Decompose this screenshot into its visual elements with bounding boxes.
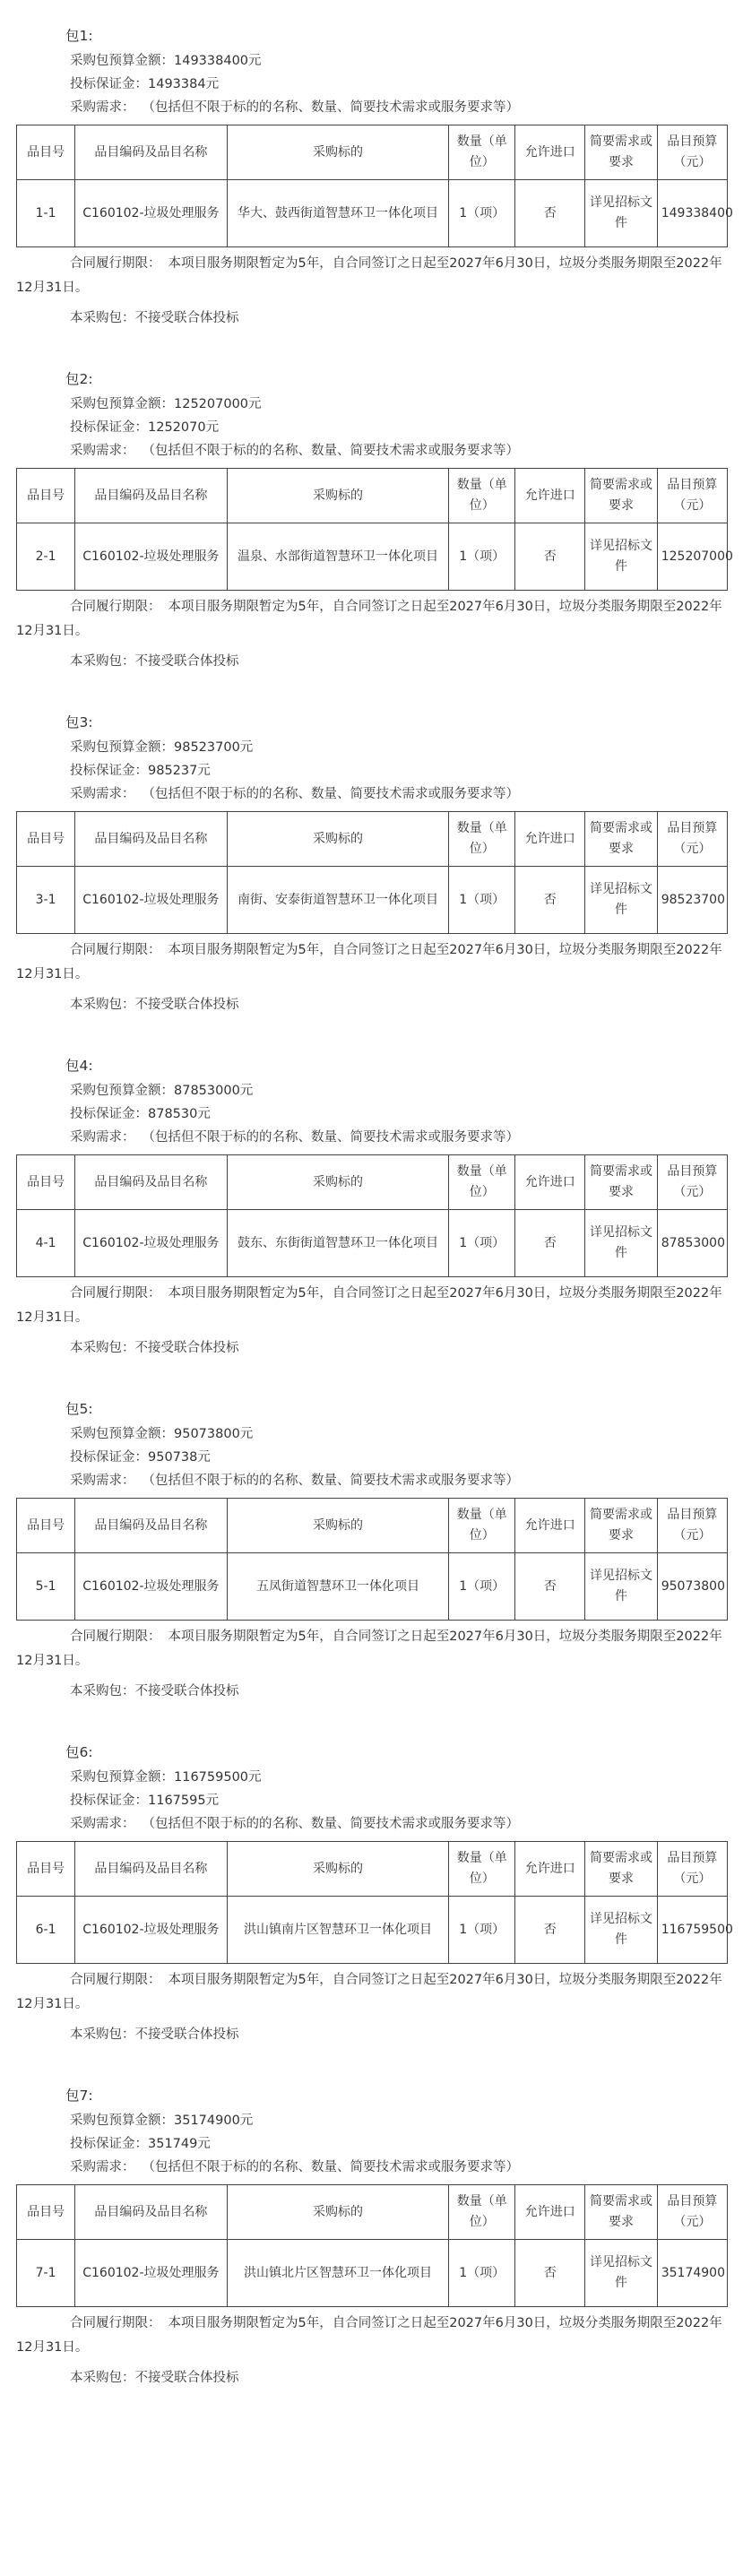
deposit-value: 1493384元: [148, 77, 220, 91]
contract-term-label: 合同履行期限：: [70, 1286, 161, 1301]
contract-term-text: 本项目服务期限暂定为5年，自合同签订之日起至2027年6月30日，垃圾分类服务期限至2022年12月31日。: [16, 600, 722, 638]
cell-subject: 温泉、水部街道智慧环卫一体化项目: [227, 523, 449, 591]
deposit-line: [0, 416, 743, 439]
no-joint-bid-note: 本采购包：不接受联合体投标: [70, 2027, 239, 2042]
header-import: 允许进口: [515, 1155, 585, 1210]
contract-term-label: 合同履行期限：: [70, 2316, 161, 2330]
deposit-line: [0, 1789, 743, 1812]
cell-item-no: 6-1: [17, 1897, 75, 1964]
header-quantity: 数量（单位）: [449, 1155, 515, 1210]
header-code-name: 品目编码及品目名称: [75, 812, 227, 867]
requirement-line: [0, 1812, 743, 1836]
header-budget: 品目预算（元）: [657, 1842, 727, 1897]
cell-requirements: 详见招标文件: [585, 1553, 657, 1621]
table-row: [17, 1210, 728, 1277]
cell-subject: 五凤街道智慧环卫一体化项目: [227, 1553, 449, 1621]
header-requirements: 简要需求或要求: [585, 812, 657, 867]
header-import: 允许进口: [515, 812, 585, 867]
contract-term-text: 本项目服务期限暂定为5年，自合同签订之日起至2027年6月30日，垃圾分类服务期限至2022年12月31日。: [16, 1629, 722, 1668]
procurement-package: [0, 710, 743, 1017]
budget-label: 采购包预算金额：: [70, 2114, 174, 2128]
cell-subject: 洪山镇南片区智慧环卫一体化项目: [227, 1897, 449, 1964]
requirement-note: （包括但不限于标的的名称、数量、简要技术需求或服务要求等）: [142, 1474, 519, 1488]
cell-import: 否: [515, 180, 585, 247]
requirement-note: （包括但不限于标的的名称、数量、简要技术需求或服务要求等）: [142, 1817, 519, 1831]
cell-budget: 87853000: [657, 1210, 727, 1277]
budget-value: 125207000元: [174, 397, 262, 411]
budget-label: 采购包预算金额：: [70, 740, 174, 755]
cell-code-name: C160102-垃圾处理服务: [75, 1897, 227, 1964]
cell-item-no: 7-1: [17, 2240, 75, 2307]
cell-subject: 南街、安泰街道智慧环卫一体化项目: [227, 867, 449, 934]
cell-code-name: C160102-垃圾处理服务: [75, 523, 227, 591]
deposit-line: [0, 1446, 743, 1469]
header-import: 允许进口: [515, 1499, 585, 1553]
header-item-no: 品目号: [17, 125, 75, 180]
header-quantity: 数量（单位）: [449, 812, 515, 867]
header-budget: 品目预算（元）: [657, 125, 727, 180]
requirement-note: （包括但不限于标的的名称、数量、简要技术需求或服务要求等）: [142, 444, 519, 458]
header-item-no: 品目号: [17, 812, 75, 867]
contract-term-text: 本项目服务期限暂定为5年，自合同签订之日起至2027年6月30日，垃圾分类服务期限至2022年12月31日。: [16, 2316, 722, 2355]
table-header-row: [17, 1499, 728, 1553]
table-row: [17, 2240, 728, 2307]
package-items-table: [16, 125, 733, 247]
requirement-label: 采购需求：: [70, 1817, 135, 1831]
no-joint-bid-note: 本采购包：不接受联合体投标: [70, 654, 239, 669]
budget-value: 87853000元: [174, 1084, 254, 1098]
deposit-line: [0, 759, 743, 782]
cell-item-no: 2-1: [17, 523, 75, 591]
header-budget: 品目预算（元）: [657, 469, 727, 523]
table-row: [17, 1553, 728, 1621]
no-joint-bid-note: 本采购包：不接受联合体投标: [70, 311, 239, 325]
deposit-label: 投标保证金：: [70, 1107, 148, 1121]
package-title: 包5:: [65, 1401, 93, 1417]
package-items-table: [16, 1154, 728, 1277]
requirement-line: [0, 1469, 743, 1492]
table-row: [17, 867, 728, 934]
package-budget-line: [0, 1079, 743, 1102]
contract-term-note: [0, 1282, 743, 1330]
package-title: 包1:: [65, 28, 93, 44]
table-header-row: [17, 1155, 728, 1210]
header-item-no: 品目号: [17, 1155, 75, 1210]
header-code-name: 品目编码及品目名称: [75, 1499, 227, 1553]
package-budget-line: [0, 1766, 743, 1789]
header-requirements: 简要需求或要求: [585, 469, 657, 523]
cell-quantity: 1（项）: [449, 1553, 515, 1621]
header-requirements: 简要需求或要求: [585, 1155, 657, 1210]
package-items-table: [16, 2184, 728, 2307]
package-budget-line: [0, 2109, 743, 2132]
cell-quantity: 1（项）: [449, 180, 515, 247]
requirement-label: 采购需求：: [70, 444, 135, 458]
contract-term-note: [0, 252, 743, 300]
deposit-label: 投标保证金：: [70, 1794, 148, 1808]
procurement-package: [0, 1053, 743, 1361]
budget-value: 95073800元: [174, 1427, 254, 1441]
header-budget: 品目预算（元）: [657, 1499, 727, 1553]
contract-term-label: 合同履行期限：: [70, 256, 161, 271]
header-item-no: 品目号: [17, 1499, 75, 1553]
header-item-no: 品目号: [17, 2185, 75, 2240]
no-joint-bid-note: 本采购包：不接受联合体投标: [70, 1341, 239, 1355]
header-code-name: 品目编码及品目名称: [75, 1155, 227, 1210]
header-quantity: 数量（单位）: [449, 469, 515, 523]
header-subject: 采购标的: [227, 1499, 449, 1553]
contract-term-note: [0, 595, 743, 644]
deposit-value: 878530元: [148, 1107, 211, 1121]
header-requirements: 简要需求或要求: [585, 125, 657, 180]
cell-requirements: 详见招标文件: [585, 2240, 657, 2307]
cell-code-name: C160102-垃圾处理服务: [75, 1210, 227, 1277]
header-budget: 品目预算（元）: [657, 812, 727, 867]
cell-budget: 125207000: [657, 523, 727, 591]
contract-term-label: 合同履行期限：: [70, 1973, 161, 1987]
header-code-name: 品目编码及品目名称: [75, 125, 227, 180]
contract-term-note: [0, 2312, 743, 2360]
cell-quantity: 1（项）: [449, 523, 515, 591]
cell-subject: 华大、鼓西街道智慧环卫一体化项目: [227, 180, 449, 247]
package-budget-line: [0, 49, 743, 73]
deposit-value: 950738元: [148, 1450, 211, 1465]
budget-value: 98523700元: [174, 740, 254, 755]
header-quantity: 数量（单位）: [449, 2185, 515, 2240]
deposit-label: 投标保证金：: [70, 77, 148, 91]
cell-item-no: 4-1: [17, 1210, 75, 1277]
contract-term-note: [0, 938, 743, 987]
package-budget-line: [0, 393, 743, 416]
requirement-note: （包括但不限于标的的名称、数量、简要技术需求或服务要求等）: [142, 100, 519, 115]
deposit-line: [0, 73, 743, 96]
cell-requirements: 详见招标文件: [585, 523, 657, 591]
package-items-table: [16, 811, 728, 934]
header-quantity: 数量（单位）: [449, 125, 515, 180]
budget-label: 采购包预算金额：: [70, 397, 174, 411]
requirement-label: 采购需求：: [70, 100, 135, 115]
cell-code-name: C160102-垃圾处理服务: [75, 2240, 227, 2307]
cell-code-name: C160102-垃圾处理服务: [75, 1553, 227, 1621]
header-quantity: 数量（单位）: [449, 1499, 515, 1553]
header-code-name: 品目编码及品目名称: [75, 1842, 227, 1897]
contract-term-text: 本项目服务期限暂定为5年，自合同签订之日起至2027年6月30日，垃圾分类服务期限至2022年12月31日。: [16, 1973, 722, 2011]
cell-requirements: 详见招标文件: [585, 867, 657, 934]
cell-item-no: 3-1: [17, 867, 75, 934]
header-item-no: 品目号: [17, 1842, 75, 1897]
requirement-label: 采购需求：: [70, 1130, 135, 1145]
budget-value: 35174900元: [174, 2114, 254, 2128]
header-import: 允许进口: [515, 1842, 585, 1897]
cell-import: 否: [515, 1553, 585, 1621]
contract-term-note: [0, 1968, 743, 2017]
cell-item-no: 5-1: [17, 1553, 75, 1621]
header-code-name: 品目编码及品目名称: [75, 469, 227, 523]
deposit-label: 投标保证金：: [70, 2137, 148, 2151]
header-subject: 采购标的: [227, 1842, 449, 1897]
deposit-value: 351749元: [148, 2137, 211, 2151]
cell-quantity: 1（项）: [449, 1897, 515, 1964]
budget-label: 采购包预算金额：: [70, 1084, 174, 1098]
cell-import: 否: [515, 867, 585, 934]
procurement-package: [0, 2083, 743, 2390]
budget-value: 116759500元: [174, 1770, 262, 1785]
requirement-line: [0, 439, 743, 462]
package-title: 包3:: [65, 714, 93, 730]
package-items-table: [16, 468, 733, 591]
deposit-label: 投标保证金：: [70, 764, 148, 778]
header-import: 允许进口: [515, 125, 585, 180]
requirement-label: 采购需求：: [70, 787, 135, 801]
deposit-label: 投标保证金：: [70, 1450, 148, 1465]
header-subject: 采购标的: [227, 125, 449, 180]
requirement-note: （包括但不限于标的的名称、数量、简要技术需求或服务要求等）: [142, 1130, 519, 1145]
header-budget: 品目预算（元）: [657, 1155, 727, 1210]
procurement-package: [0, 367, 743, 674]
cell-subject: 鼓东、东街街道智慧环卫一体化项目: [227, 1210, 449, 1277]
package-items-table: [16, 1841, 733, 1964]
cell-import: 否: [515, 523, 585, 591]
contract-term-text: 本项目服务期限暂定为5年，自合同签订之日起至2027年6月30日，垃圾分类服务期限至2022年12月31日。: [16, 256, 722, 295]
table-header-row: [17, 125, 728, 180]
header-code-name: 品目编码及品目名称: [75, 2185, 227, 2240]
requirement-label: 采购需求：: [70, 1474, 135, 1488]
cell-budget: 35174900: [657, 2240, 727, 2307]
table-header-row: [17, 2185, 728, 2240]
package-budget-line: [0, 736, 743, 759]
deposit-value: 1252070元: [148, 420, 220, 435]
header-quantity: 数量（单位）: [449, 1842, 515, 1897]
requirement-label: 采购需求：: [70, 2160, 135, 2174]
cell-code-name: C160102-垃圾处理服务: [75, 180, 227, 247]
header-import: 允许进口: [515, 2185, 585, 2240]
contract-term-label: 合同履行期限：: [70, 600, 161, 614]
header-subject: 采购标的: [227, 469, 449, 523]
header-import: 允许进口: [515, 469, 585, 523]
package-items-table: [16, 1498, 728, 1621]
package-title: 包2:: [65, 371, 93, 387]
cell-quantity: 1（项）: [449, 867, 515, 934]
procurement-package: [0, 23, 743, 331]
no-joint-bid-note: 本采购包：不接受联合体投标: [70, 998, 239, 1012]
table-row: [17, 1897, 728, 1964]
cell-budget: 116759500: [657, 1897, 727, 1964]
header-item-no: 品目号: [17, 469, 75, 523]
cell-import: 否: [515, 1897, 585, 1964]
cell-item-no: 1-1: [17, 180, 75, 247]
deposit-line: [0, 1102, 743, 1126]
table-header-row: [17, 469, 728, 523]
header-requirements: 简要需求或要求: [585, 1499, 657, 1553]
requirement-note: （包括但不限于标的的名称、数量、简要技术需求或服务要求等）: [142, 2160, 519, 2174]
header-budget: 品目预算（元）: [657, 2185, 727, 2240]
table-row: [17, 180, 728, 247]
cell-budget: 98523700: [657, 867, 727, 934]
contract-term-text: 本项目服务期限暂定为5年，自合同签订之日起至2027年6月30日，垃圾分类服务期限至2022年12月31日。: [16, 943, 722, 981]
deposit-label: 投标保证金：: [70, 420, 148, 435]
cell-budget: 149338400: [657, 180, 727, 247]
cell-requirements: 详见招标文件: [585, 1210, 657, 1277]
cell-subject: 洪山镇北片区智慧环卫一体化项目: [227, 2240, 449, 2307]
cell-quantity: 1（项）: [449, 1210, 515, 1277]
cell-import: 否: [515, 1210, 585, 1277]
deposit-value: 985237元: [148, 764, 211, 778]
requirement-line: [0, 1126, 743, 1149]
cell-import: 否: [515, 2240, 585, 2307]
no-joint-bid-note: 本采购包：不接受联合体投标: [70, 2371, 239, 2385]
contract-term-label: 合同履行期限：: [70, 943, 161, 957]
budget-value: 149338400元: [174, 54, 262, 68]
header-subject: 采购标的: [227, 812, 449, 867]
budget-label: 采购包预算金额：: [70, 1770, 174, 1785]
table-header-row: [17, 1842, 728, 1897]
requirement-note: （包括但不限于标的的名称、数量、简要技术需求或服务要求等）: [142, 787, 519, 801]
budget-label: 采购包预算金额：: [70, 1427, 174, 1441]
no-joint-bid-note: 本采购包：不接受联合体投标: [70, 1684, 239, 1699]
contract-term-text: 本项目服务期限暂定为5年，自合同签订之日起至2027年6月30日，垃圾分类服务期限至2022年12月31日。: [16, 1286, 722, 1325]
package-title: 包6:: [65, 1744, 93, 1760]
package-budget-line: [0, 1422, 743, 1446]
table-row: [17, 523, 728, 591]
table-header-row: [17, 812, 728, 867]
header-requirements: 简要需求或要求: [585, 2185, 657, 2240]
cell-requirements: 详见招标文件: [585, 1897, 657, 1964]
budget-label: 采购包预算金额：: [70, 54, 174, 68]
procurement-package: [0, 1396, 743, 1704]
package-title: 包7:: [65, 2088, 93, 2104]
requirement-line: [0, 96, 743, 119]
header-subject: 采购标的: [227, 2185, 449, 2240]
cell-requirements: 详见招标文件: [585, 180, 657, 247]
cell-quantity: 1（项）: [449, 2240, 515, 2307]
requirement-line: [0, 2156, 743, 2179]
deposit-value: 1167595元: [148, 1794, 220, 1808]
header-subject: 采购标的: [227, 1155, 449, 1210]
contract-term-note: [0, 1625, 743, 1673]
procurement-package: [0, 1740, 743, 2047]
header-requirements: 简要需求或要求: [585, 1842, 657, 1897]
cell-budget: 95073800: [657, 1553, 727, 1621]
package-title: 包4:: [65, 1058, 93, 1074]
deposit-line: [0, 2132, 743, 2156]
requirement-line: [0, 782, 743, 806]
cell-code-name: C160102-垃圾处理服务: [75, 867, 227, 934]
contract-term-label: 合同履行期限：: [70, 1629, 161, 1644]
